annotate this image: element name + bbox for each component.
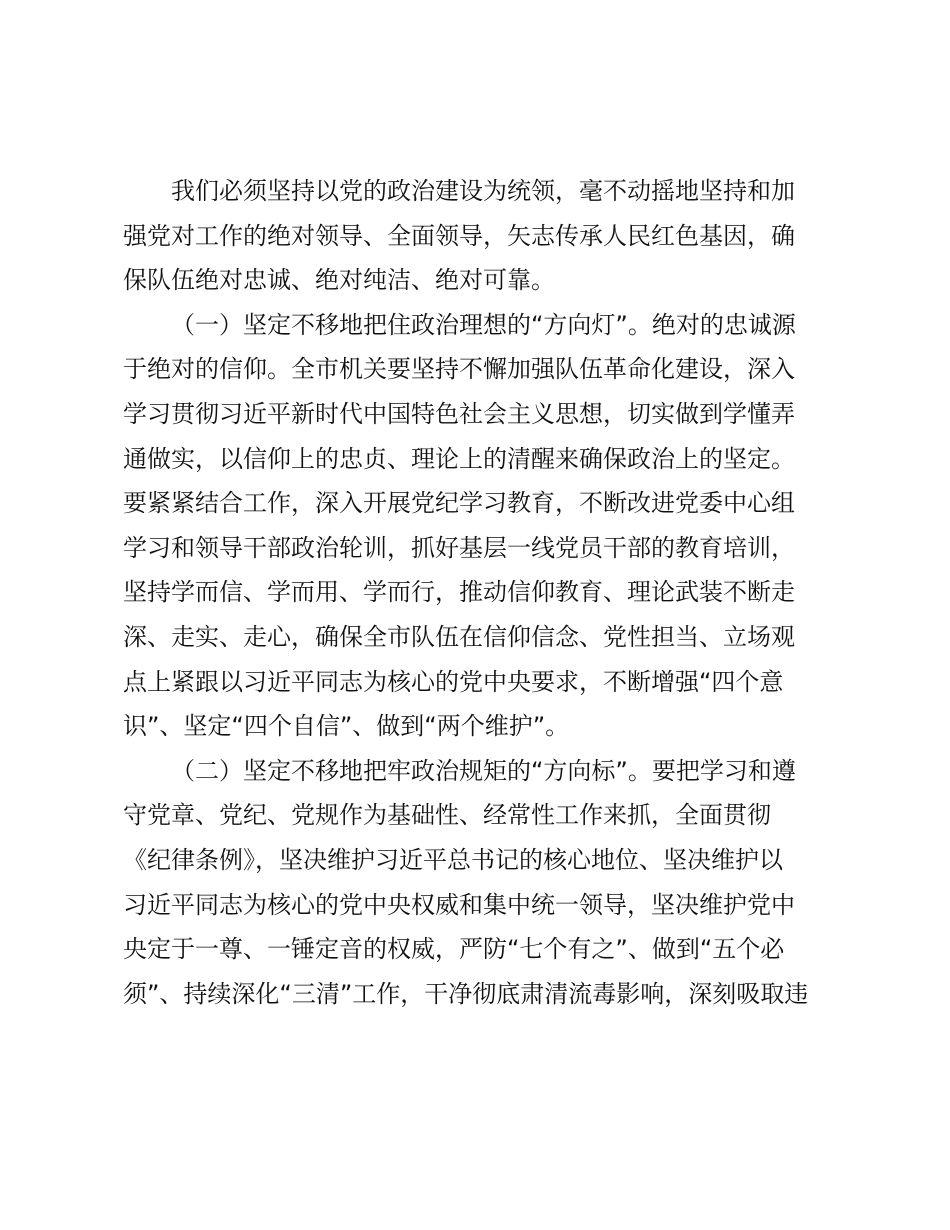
paragraph-2-line-4: 通做实，以信仰上的忠贞、理论上的清醒来确保政治上的坚定。 [123, 444, 795, 473]
paragraph-3-line-2: 守党章、党纪、党规作为基础性、经常性工作来抓，全面贯彻 [123, 801, 771, 830]
paragraph-3-line-1: （二）坚定不移地把牢政治规矩的“方向标”。要把学习和遵 [171, 756, 796, 785]
paragraph-1-line-1: 我们必须坚持以党的政治建设为统领，毫不动摇地坚持和加 [171, 177, 795, 205]
paragraph-3-line-3: 《纪律条例》，坚决维护习近平总书记的核心地位、坚决维护以 [123, 845, 783, 874]
paragraph-1-line-3: 保队伍绝对忠诚、绝对纯洁、绝对可靠。 [123, 266, 555, 295]
paragraph-2-line-3: 学习贯彻习近平新时代中国特色社会主义思想，切实做到学懂弄 [123, 399, 795, 428]
paragraph-3-line-4: 习近平同志为核心的党中央权威和集中统一领导，坚决维护党中 [123, 890, 795, 919]
paragraph-2-line-8: 深、走实、走心，确保全市队伍在信仰信念、党性担当、立场观 [123, 622, 795, 651]
paragraph-2-line-6: 学习和领导干部政治轮训，抓好基层一线党员干部的教育培训， [123, 533, 795, 562]
paragraph-2-line-7: 坚持学而信、学而用、学而行，推动信仰教育、理论武装不断走 [123, 578, 795, 607]
document-body [123, 169, 843, 1016]
paragraph-3-line-5: 央定于一尊、一锤定音的权威，严防“七个有之”、做到“五个必 [123, 935, 785, 964]
paragraph-2-line-9: 点上紧跟以习近平同志为核心的党中央要求，不断增强“四个意 [123, 667, 784, 696]
paragraph-2-line-2: 于绝对的信仰。全市机关要坚持不懈加强队伍革命化建设，深入 [123, 355, 795, 384]
paragraph-2-line-1: （一）坚定不移地把住政治理想的“方向灯”。绝对的忠诚源 [171, 310, 796, 339]
paragraph-2-line-5: 要紧紧结合工作，深入开展党纪学习教育，不断改进党委中心组 [123, 489, 795, 518]
paragraph-3-line-6: 须”、持续深化“三清”工作，干净彻底肃清流毒影响，深刻吸取违 [123, 979, 809, 1008]
paragraph-2-line-10: 识”、坚定“四个自信”、做到“两个维护”。 [123, 712, 570, 741]
paragraph-1-line-2: 强党对工作的绝对领导、全面领导，矢志传承人民红色基因，确 [123, 221, 795, 250]
